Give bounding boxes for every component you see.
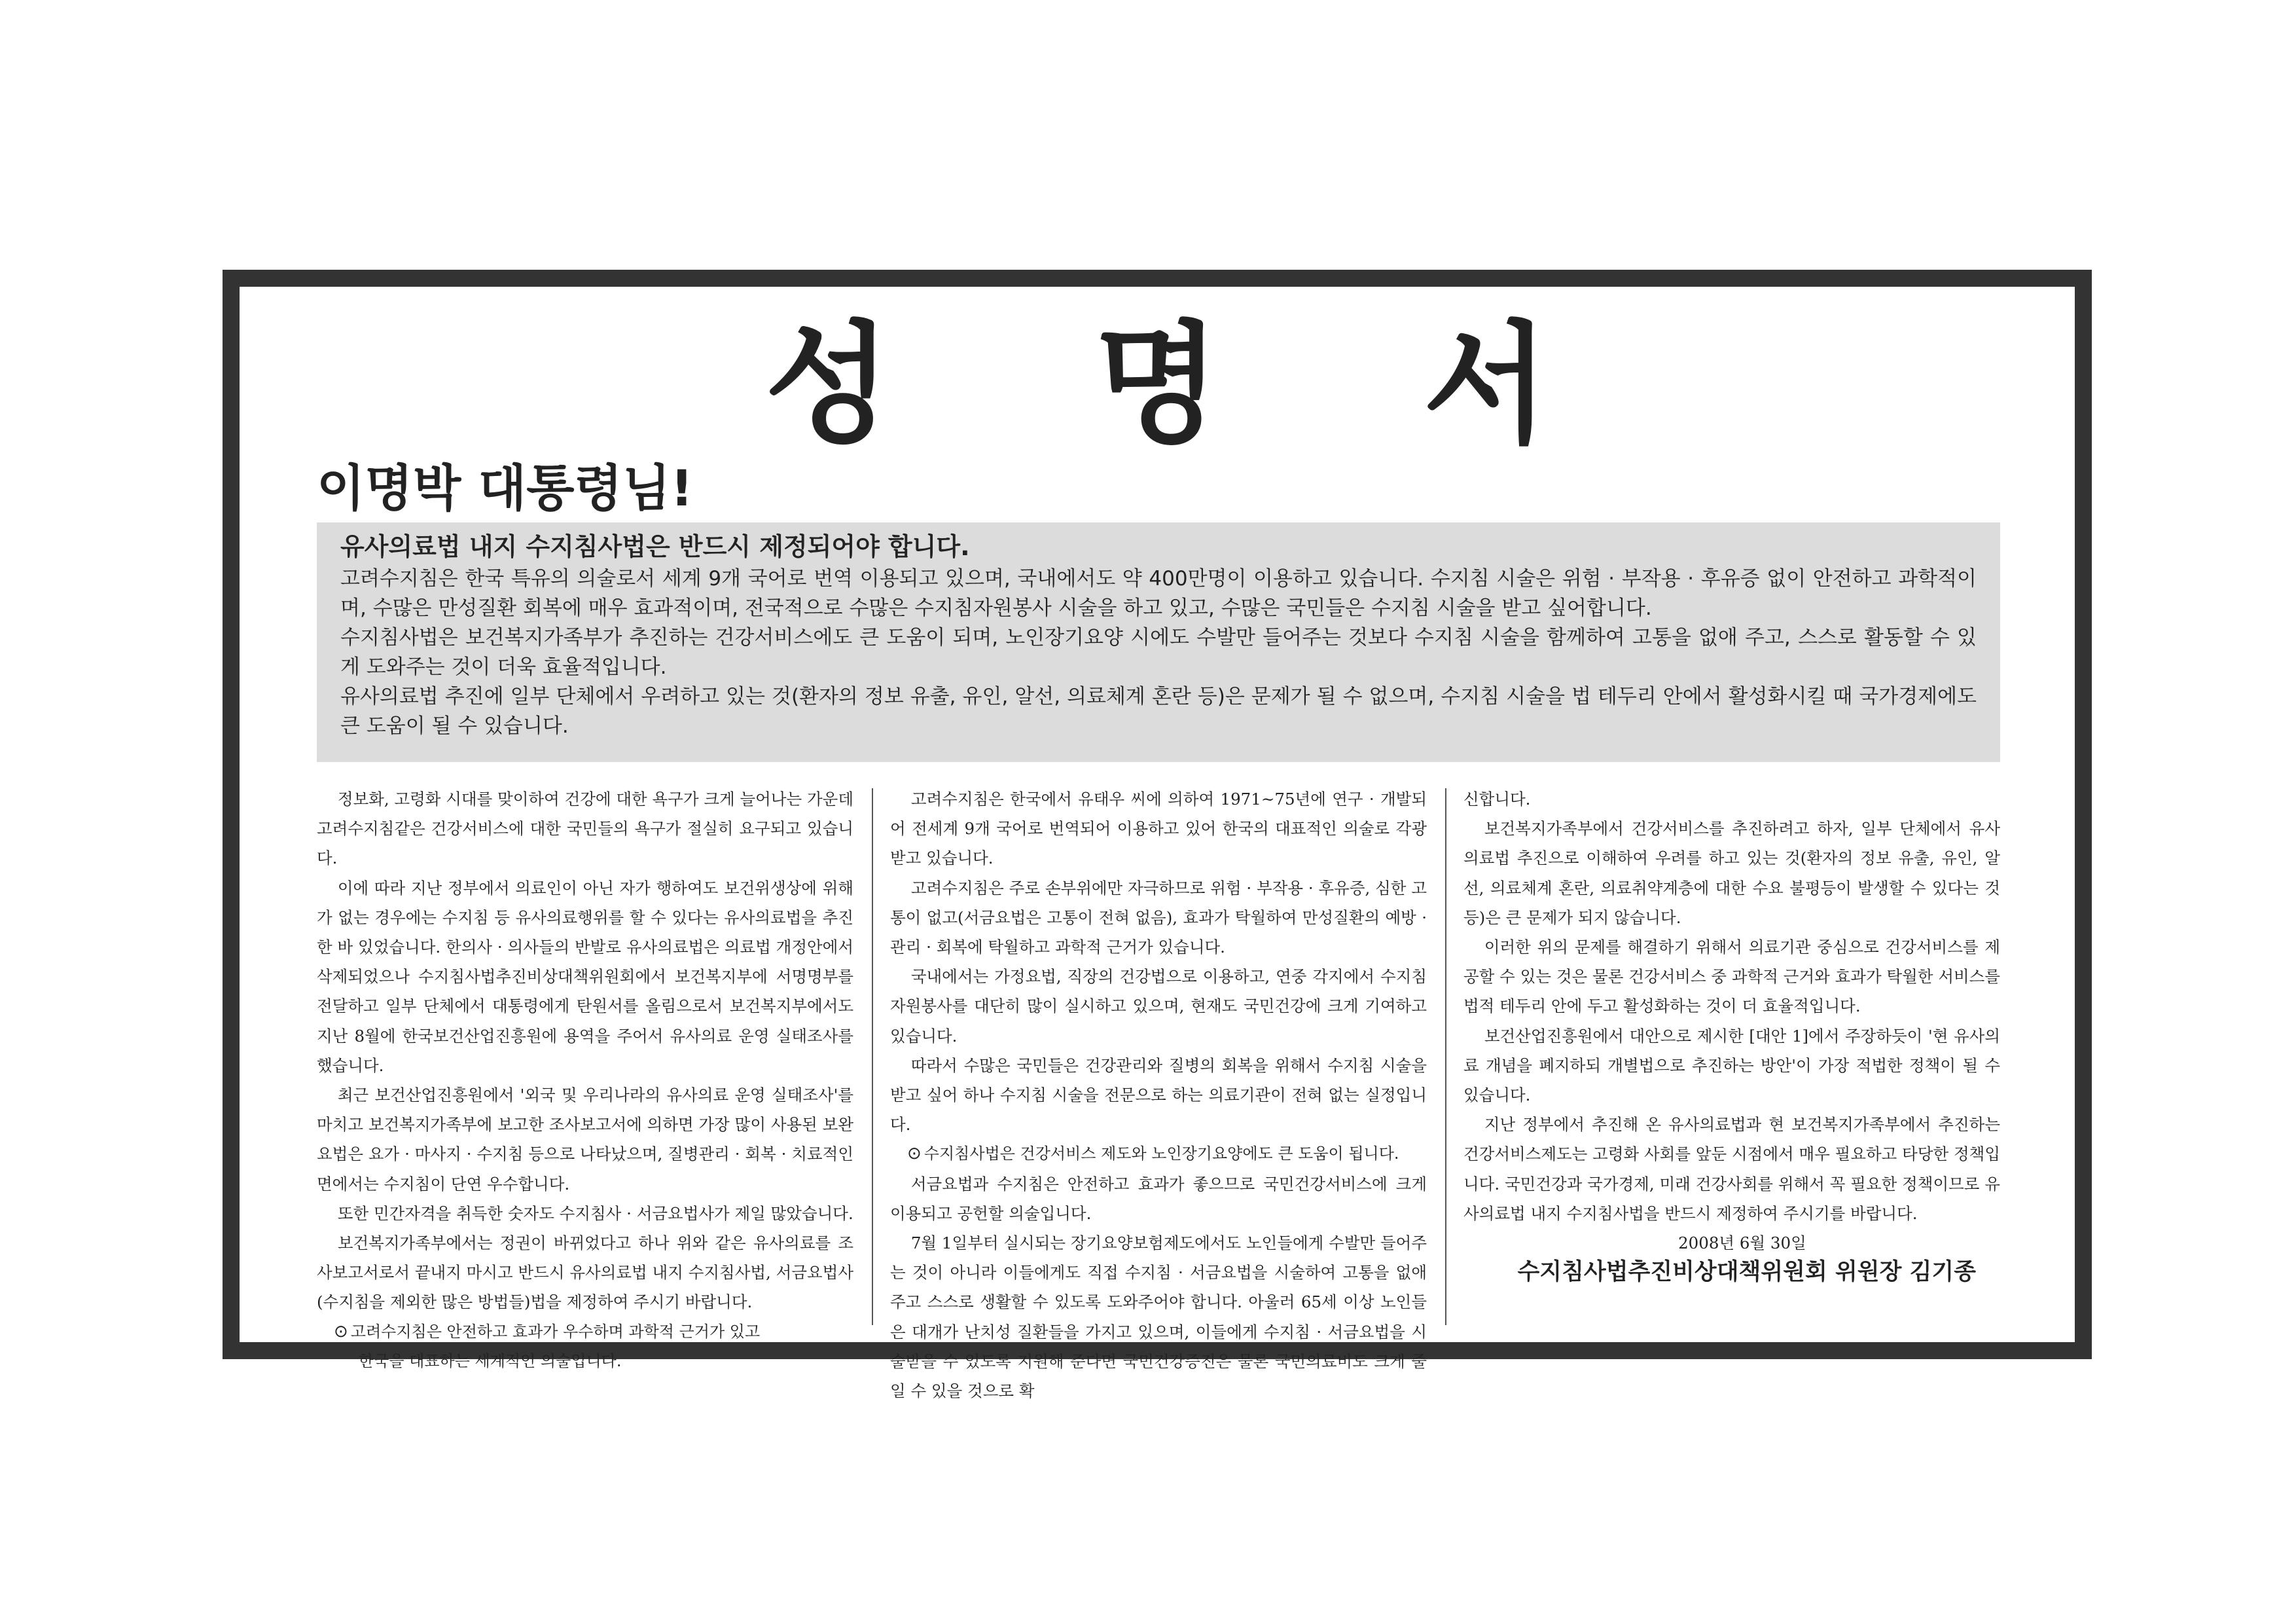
addressee-heading: 이명박 대통령님! bbox=[317, 459, 694, 517]
body-paragraph: 또한 민간자격을 취득한 숫자도 수지침사 · 서금요법사가 제일 많았습니다. bbox=[337, 1203, 853, 1223]
statement-frame bbox=[223, 270, 2092, 1401]
body-paragraph: 지난 정부에서 추진해 온 유사의료법과 현 보건복지가족부에서 추진하는 건강서비스제도는 고령화 사회를 앞둔 시점에서 매우 필요하고 타당한 정책입니다. 국민건강과 국가경제, 미래 건강사회를 위해서 꼭 필요한 정책이므로 유사의료법 내지 수지침사법을 반드시 제정하여 주시기를 바랍니다. bbox=[1463, 1115, 2000, 1223]
emphasis-line bbox=[317, 1317, 853, 1347]
body-paragraph: 따라서 수많은 국민들은 건강관리와 질병의 회복을 위해서 수지침 시술을 받고 싶어 하나 수지침 시술을 전문으로 하는 의료기관이 전혀 없는 실정입니다. bbox=[890, 1055, 1427, 1135]
bullet-icon: ⊙ bbox=[907, 1144, 922, 1164]
emphasis-text: 수지침사법은 건강서비스 제도와 노인장기요양에도 큰 도움이 됩니다. bbox=[924, 1144, 1399, 1163]
summary-paragraph: 수지침사법은 보건복지가족부가 추진하는 건강서비스에도 큰 도움이 되며, 노인장기요양 시에도 수발만 들어주는 것보다 수지침 시술을 함께하여 고통을 없애 주고, 스스로 활동할 수 있게 도와주는 것이 더욱 효율적입니다. bbox=[340, 626, 1977, 679]
body-column-3 bbox=[1463, 784, 2000, 1334]
emphasis-text: 고려수지침은 안전하고 효과가 우수하며 과학적 근거가 있고 bbox=[350, 1322, 761, 1341]
body-columns bbox=[317, 784, 2000, 1401]
emphasis-line: 한국을 대표하는 세계적인 의술입니다. bbox=[359, 1351, 622, 1370]
body-paragraph: 정보화, 고령화 시대를 맞이하여 건강에 대한 욕구가 크게 늘어나는 가운데 고려수지침같은 건강서비스에 대한 국민들의 욕구가 절실히 요구되고 있습니다. bbox=[317, 790, 853, 868]
body-paragraph: 이러한 위의 문제를 해결하기 위해서 의료기관 중심으로 건강서비스를 제공할 수 있는 것은 물론 건강서비스 중 과학적 근거와 효과가 탁월한 서비스를 법적 테두리 안에 두고 활성화하는 것이 더 효율적입니다. bbox=[1463, 938, 2000, 1016]
statement-date: 2008년 6월 30일 bbox=[1678, 1233, 1806, 1253]
summary-paragraph: 유사의료법 추진에 일부 단체에서 우려하고 있는 것(환자의 정보 유출, 유인, 알선, 의료체계 혼란 등)은 문제가 될 수 없으며, 수지침 시술을 법 테두리 안에서 활성화시킬 때 국가경제에도 큰 도움이 될 수 있습니다. bbox=[340, 685, 1977, 738]
body-paragraph: 이에 따라 지난 정부에서 의료인이 아닌 자가 행하여도 보건위생상에 위해가 없는 경우에는 수지침 등 유사의료행위를 할 수 있다는 유사의료법을 추진한 바 있었습니다. 한의사 · 의사들의 반발로 유사의료법은 의료법 개정안에서 삭제되었으나 수지침사법추진비상대책위원회에서 보건복지부에 서명명부를 전달하고 일부 단체에서 대통령에게 탄원서를 올림으로서 보건복지부에서도 지난 8월에 한국보건산업진흥원에 용역을 주어서 유사의료 운영 실태조사를 했습니다. bbox=[317, 878, 853, 1075]
body-paragraph: 보건복지가족부에서 건강서비스를 추진하려고 하자, 일부 단체에서 유사의료법 추진으로 이해하여 우려를 하고 있는 것(환자의 정보 유출, 유인, 알선, 의료체계 혼란, 의료취약계층에 대한 수요 불평등이 발생할 수 있다는 것 등)은 큰 문제가 되지 않습니다. bbox=[1463, 819, 2000, 927]
body-paragraph: 7월 1일부터 실시되는 장기요양보험제도에서도 노인들에게 수발만 들어주는 것이 아니라 이들에게도 직접 수지침 · 서금요법을 시술하여 고통을 없애 주고 스스로 생활할 수 있도록 도와주어야 합니다. 아울러 65세 이상 노인들은 대개가 난치성 질환들을 가지고 있으며, 이들에게 수지침 · 서금요법을 시술받을 수 있도록 지원해 준다면 국민건강증진은 물론 국민의료비도 크게 줄일 수 있을 것으로 확 bbox=[890, 1233, 1427, 1401]
summary-box bbox=[317, 522, 2000, 762]
summary-paragraph: 고려수지침은 한국 특유의 의술로서 세계 9개 국어로 번역 이용되고 있으며, 국내에서도 약 400만명이 이용하고 있습니다. 수지침 시술은 위험 · 부작용 · 후유증 없이 안전하고 과학적이며, 수많은 만성질환 회복에 매우 효과적이며, 전국적으로 수많은 수지침자원봉사 시술을 하고 있고, 수많은 국민들은 수지침 시술을 받고 싶어합니다. bbox=[340, 567, 1977, 620]
column-divider bbox=[872, 788, 873, 1325]
body-column-2 bbox=[890, 784, 1427, 1401]
emphasis-line bbox=[890, 1139, 1427, 1169]
body-paragraph: 최근 보건산업진흥원에서 '외국 및 우리나라의 유사의료 운영 실태조사'를 마치고 보건복지가족부에 보고한 조사보고서에 의하면 가장 많이 사용된 보완요법은 요가 · 마사지 · 수지침 등으로 나타났으며, 질병관리 · 회복 · 치료적인 면에서는 수지침이 단연 우수합니다. bbox=[317, 1085, 853, 1194]
body-paragraph: 국내에서는 가정요법, 직장의 건강법으로 이용하고, 연중 각지에서 수지침자원봉사를 대단히 많이 실시하고 있으며, 현재도 국민건강에 크게 기여하고 있습니다. bbox=[890, 967, 1427, 1046]
body-paragraph: 보건복지가족부에서는 정권이 바뀌었다고 하나 위와 같은 유사의료를 조사보고서로서 끝내지 마시고 반드시 유사의료법 내지 수지침사법, 서금요법사(수지침을 제외한 많은 방법들)법을 제정하여 주시기 바랍니다. bbox=[317, 1233, 853, 1312]
signature-line: 수지침사법추진비상대책위원회 위원장 김기종 bbox=[1517, 1259, 1977, 1286]
body-paragraph: 보건산업진흥원에서 대안으로 제시한 [대안 1]에서 주장하듯이 '현 유사의료 개념을 폐지하되 개별법으로 추진하는 방안'이 가장 적법한 정책이 될 수 있습니다. bbox=[1463, 1026, 2000, 1105]
body-paragraph: 고려수지침은 한국에서 유태우 씨에 의하여 1971~75년에 연구 · 개발되어 전세계 9개 국어로 번역되어 이용하고 있어 한국의 대표적인 의술로 각광받고 있습니다. bbox=[890, 790, 1427, 868]
document-title: 성 명 서 bbox=[764, 308, 1628, 462]
body-paragraph: 서금요법과 수지침은 안전하고 효과가 좋으므로 국민건강서비스에 크게 이용되고 공헌할 의술입니다. bbox=[890, 1174, 1427, 1223]
body-paragraph: 신합니다. bbox=[1463, 790, 1531, 809]
summary-heading: 유사의료법 내지 수지침사법은 반드시 제정되어야 합니다. bbox=[340, 532, 970, 561]
column-divider bbox=[1445, 788, 1446, 1325]
body-column-1 bbox=[317, 784, 853, 1370]
body-paragraph: 고려수지침은 주로 손부위에만 자극하므로 위험 · 부작용 · 후유증, 심한 고통이 없고(서금요법은 고통이 전혀 없음), 효과가 탁월하여 만성질환의 예방 · 관리 · 회복에 탁월하고 과학적 근거가 있습니다. bbox=[890, 878, 1427, 957]
bullet-icon: ⊙ bbox=[334, 1321, 348, 1341]
